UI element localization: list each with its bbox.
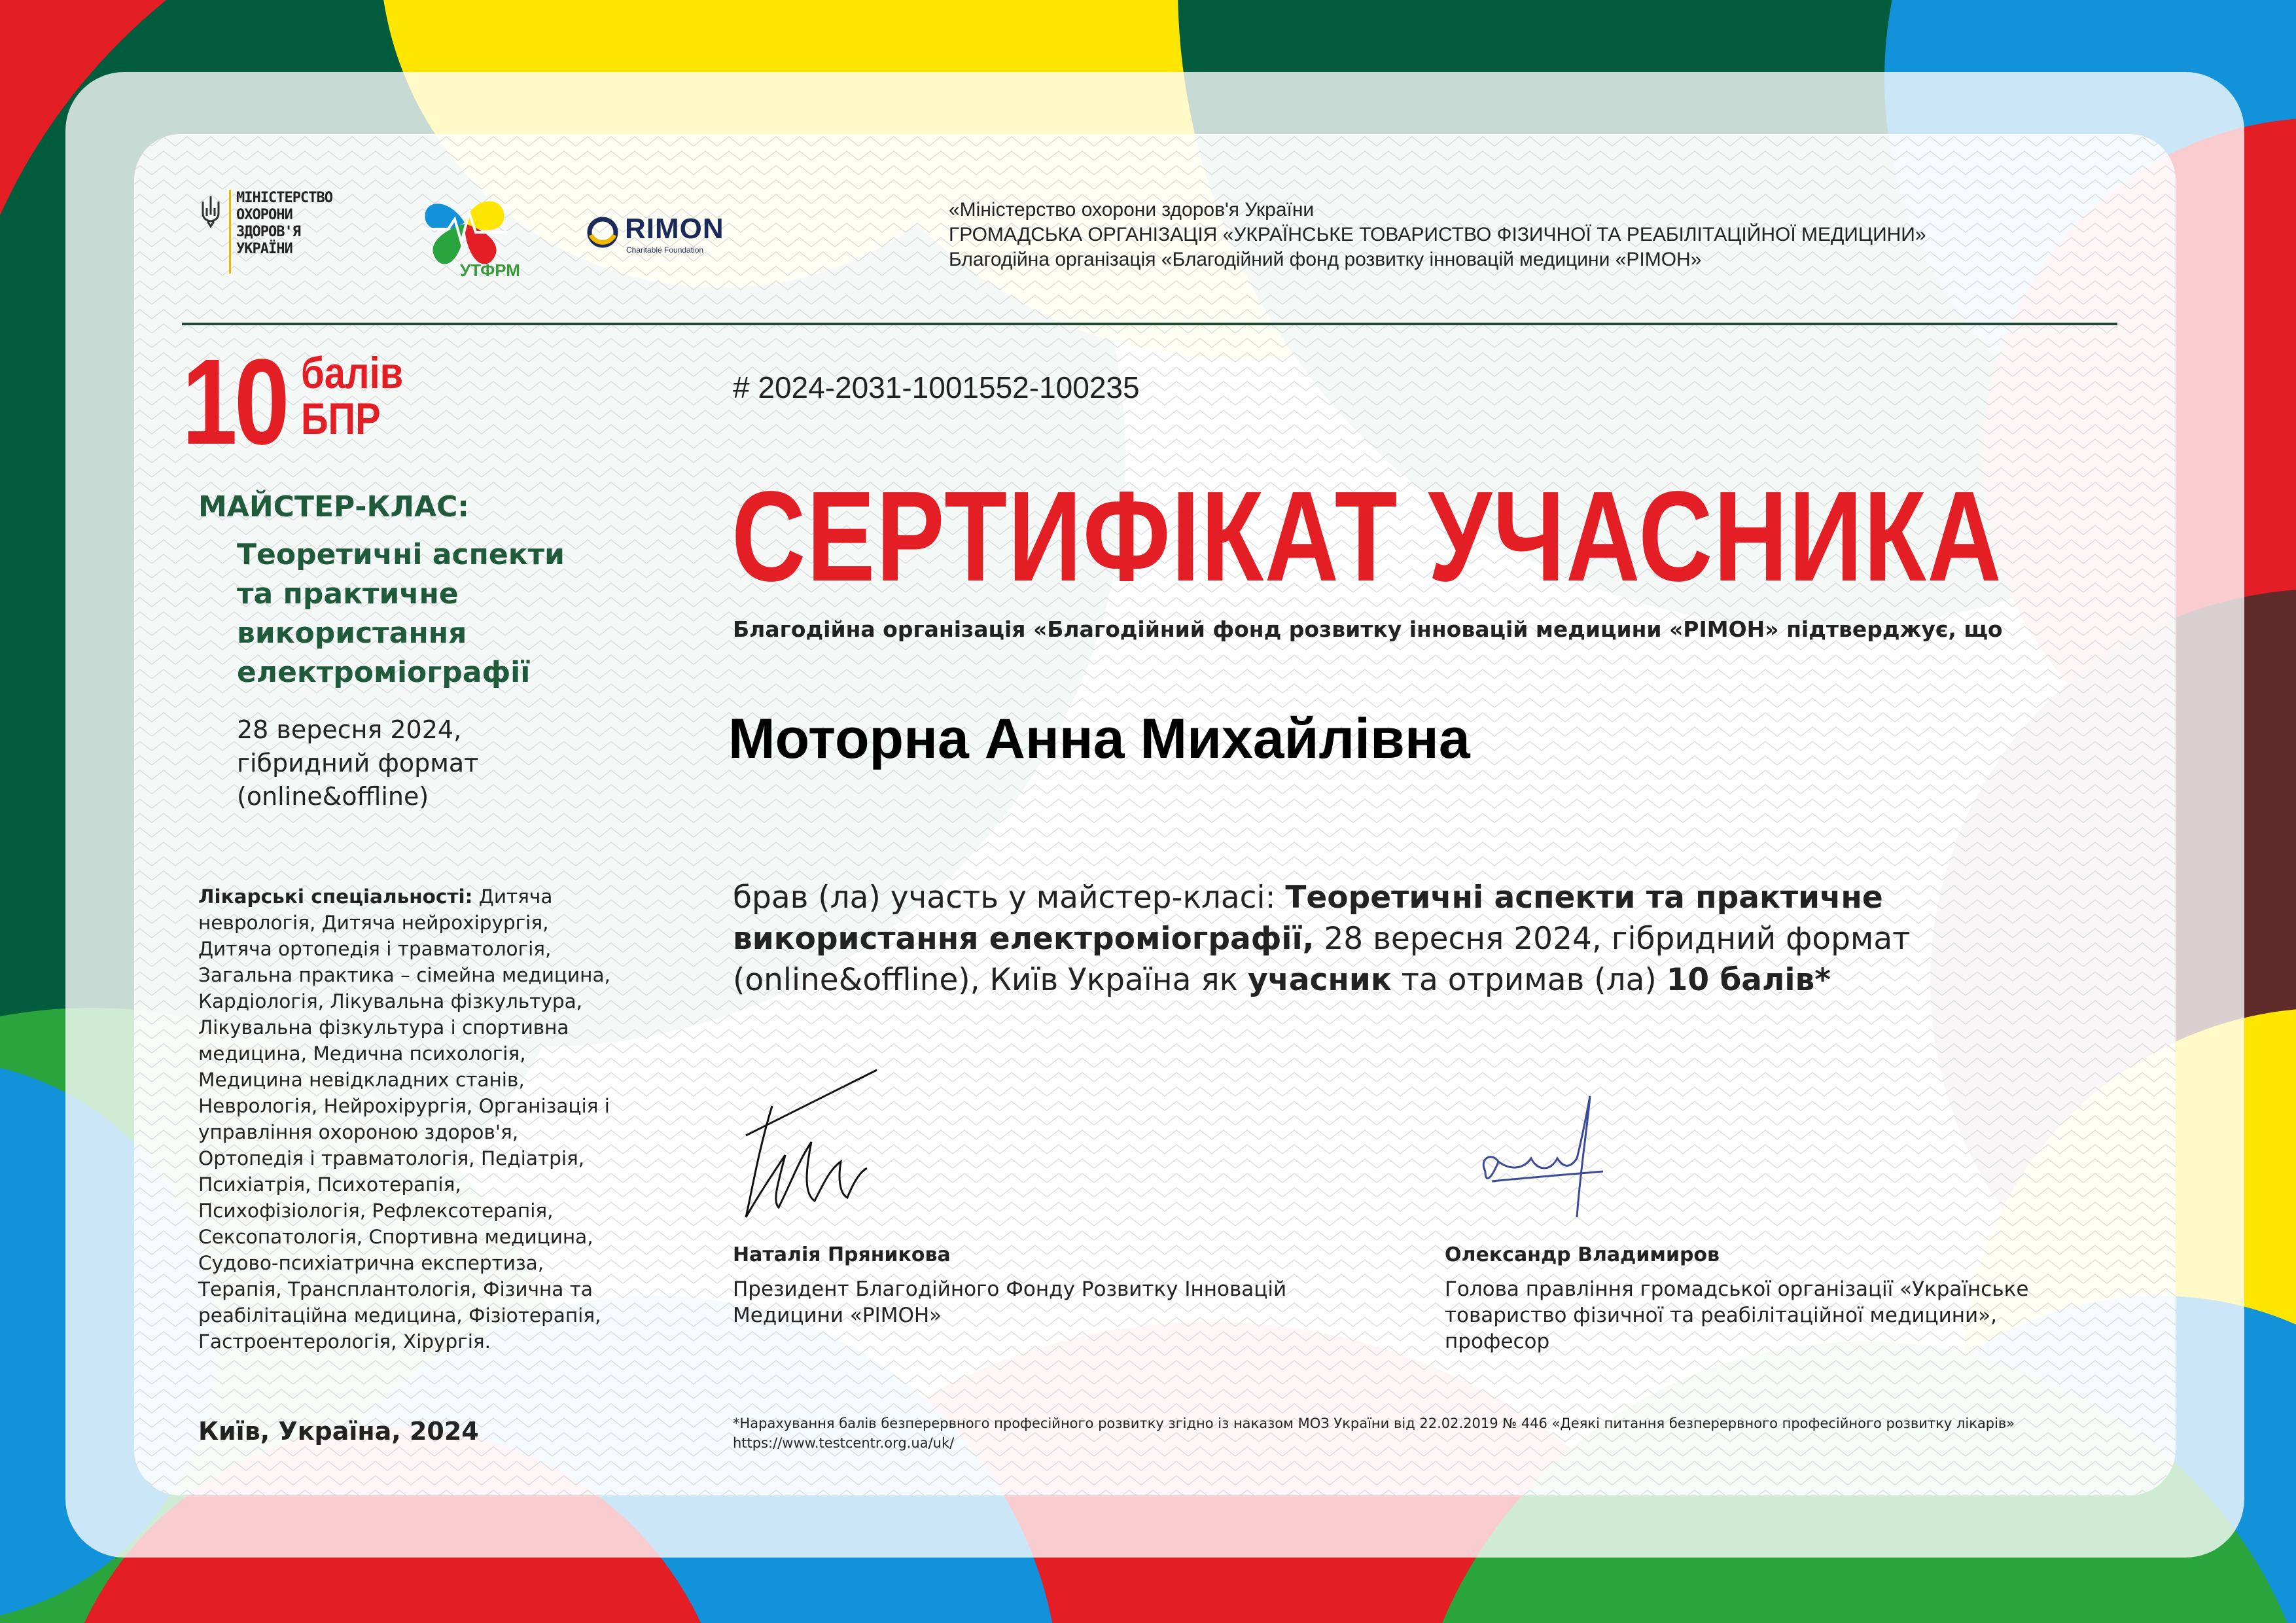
- rimon-subtitle: Charitable Foundation: [626, 245, 704, 255]
- header-divider: [182, 323, 2117, 325]
- body-topic: Теоретичні аспекти та практичне використання електроміографії,: [733, 880, 1883, 957]
- confirmation-text: Благодійна організація «Благодійний фонд розвитку інновацій медицини «РІМОН» підтверджує, що: [733, 616, 2003, 642]
- participation-text: [733, 877, 1963, 1001]
- moz-line-2: ОХОРОНИ: [236, 207, 292, 223]
- specialties-label: Лікарські спеціальності:: [198, 885, 473, 908]
- moz-line-1: МІНІСТЕРСТВО: [236, 190, 332, 206]
- footnote-text: *Нарахування балів безперервного професійного розвитку згідно із наказом МОЗ України від 22.02.2019 № 446 «Деякі питання безперервного професійного розвитку лікарів»: [733, 1416, 2015, 1431]
- rimon-ring-icon: [586, 215, 620, 249]
- moz-line-3: ЗДОРОВ'Я: [236, 224, 300, 240]
- moz-line-4: УКРАЇНИ: [236, 241, 292, 257]
- utfrm-logo: [409, 183, 520, 281]
- certificate-title: СЕРТИФІКАТ УЧАСНИКА: [732, 465, 2003, 608]
- footnote-link[interactable]: https://www.testcentr.org.ua/uk/: [733, 1435, 955, 1451]
- points-label-2: БПР: [301, 394, 381, 444]
- masterclass-date: 28 вересня 2024, гібридний формат (online&offline): [237, 715, 479, 811]
- footnote: [733, 1414, 2015, 1453]
- trident-icon: [200, 195, 222, 228]
- body-role: учасник: [1247, 962, 1392, 998]
- signatory-2-role: Голова правління громадської організації «Українське товариство фізичної та реабілітаційної медицини», професор: [1445, 1277, 2029, 1353]
- org-line-2: ГРОМАДСЬКА ОРГАНІЗАЦІЯ «УКРАЇНСЬКЕ ТОВАРИСТВО ФІЗИЧНОЇ ТА РЕАБІЛІТАЦІЙНОЇ МЕДИЦИНИ»: [949, 224, 1926, 245]
- masterclass-label: МАЙСТЕР-КЛАС:: [198, 490, 469, 524]
- points-label-1: балів: [301, 348, 404, 398]
- signature-2: [1466, 1086, 1623, 1230]
- org-line-1: «Міністерство охорони здоров'я України: [949, 199, 1315, 221]
- body-received: та отримав (ла): [1391, 962, 1667, 998]
- body-points: 10 балів*: [1666, 962, 1831, 998]
- org-line-3: Благодійна організація «Благодійний фонд розвитку інновацій медицини «РІМОН»: [949, 249, 1702, 270]
- signatory-1-role: Президент Благодійного Фонду Розвитку Інновацій Медицини «РІМОН»: [733, 1277, 1287, 1327]
- rimon-logo: [586, 213, 743, 255]
- location-date: Київ, Україна, 2024: [198, 1417, 479, 1446]
- recipient-name: Моторна Анна Михайлівна: [728, 707, 1470, 770]
- clover-heart-icon: [409, 183, 520, 268]
- points-number: 10: [182, 334, 287, 470]
- utfrm-label: УТФРМ: [460, 260, 520, 280]
- signatory-2-name: Олександр Владимиров: [1445, 1243, 1720, 1266]
- rimon-title: RIMON: [625, 213, 724, 245]
- signature-1: [733, 1063, 955, 1234]
- organizations-block: [949, 198, 1926, 272]
- masterclass-topic: Теоретичні аспекти та практичне використання електроміографії: [237, 538, 565, 689]
- body-intro: брав (ла) участь у майстер-класі:: [733, 880, 1286, 916]
- certificate-number: # 2024-2031-1001552-100235: [733, 370, 1140, 404]
- specialties-block: [198, 883, 624, 1355]
- signatory-1-name: Наталія Пряникова: [733, 1243, 951, 1266]
- specialties-text: Дитяча неврологія, Дитяча нейрохірургія, Дитяча ортопедія і травматологія, Загальна практика – сімейна медицина, Кардіологія, Лікувальна фізкультура, Лікувальна фізкультура і спортивна медицина, Медична психологія, Медицина невідкладних станів, Неврологія, Нейрохірургія, Організація і управління охороною здоров'я, Ортопедія і травматологія, Педіатрія, Психіатрія, Психотерапія, Психофізіологія, Рефлексотерапія, Сексопатологія, Спортивна медицина, Судово-психіатрична експертиза, Терапія, Трансплантологія, Фізична та реабілітаційна медицина, Фізіотерапія, Гастроентерологія, Хірургія.: [198, 885, 610, 1353]
- body-details: 28 вересня 2024, гібридний формат (online&offline), Київ Україна як: [733, 921, 1911, 998]
- moz-logo: [200, 190, 344, 275]
